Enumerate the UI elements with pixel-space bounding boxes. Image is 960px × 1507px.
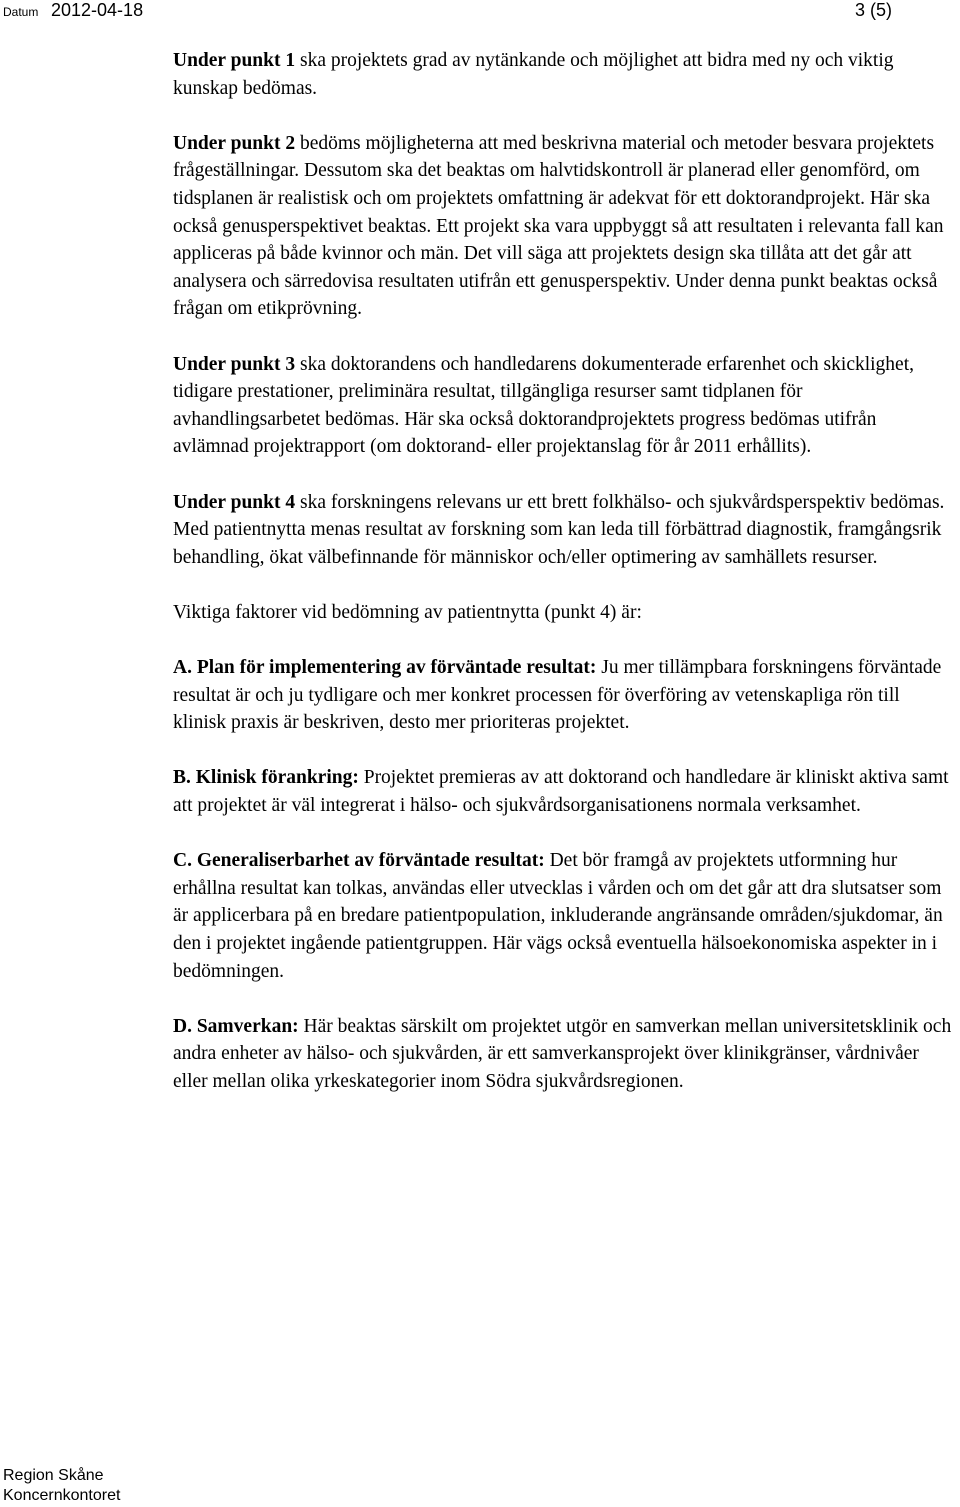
paragraph-punkt-2 xyxy=(173,130,953,323)
paragraph-punkt-4 xyxy=(173,489,953,572)
paragraph-heading: Under punkt 1 xyxy=(173,50,296,71)
paragraph-factor-d xyxy=(173,1013,953,1096)
paragraph-heading: C. Generaliserbarhet av förväntade resultat: xyxy=(173,850,545,872)
paragraph-text: Ju mer tillämpbara forskningens förväntade resultat är och ju tydligare och mer konkret processen för överföring av vetenskapliga rön till klinisk praxis är beskriven, desto mer prioriteras projektet. xyxy=(173,657,942,734)
paragraph-text: Viktiga faktorer vid bedömning av patientnytta (punkt 4) är: xyxy=(173,601,642,623)
document-date: 2012-04-18 xyxy=(51,0,144,20)
paragraph-heading: A. Plan för implementering av förväntade resultat: xyxy=(173,657,597,679)
paragraph-factor-b xyxy=(173,764,953,819)
department-name: Koncernkontoret xyxy=(3,1487,121,1504)
paragraph-factor-a xyxy=(173,654,953,737)
page-footer xyxy=(3,1466,120,1506)
paragraph-heading: B. Klinisk förankring: xyxy=(173,767,359,789)
paragraph-text: bedöms möjligheterna att med beskrivna material och metoder besvara projektets frågeställningar. Dessutom ska det beaktas om halvtidskontroll är planerad eller genomförd, om tidsplanen är realistisk och om projektets omfattning är adekvat för ett doktorandprojekt. Här ska också genusperspektivet beaktas. Ett projekt ska vara uppbyggt så att resultaten i relevanta fall kan appliceras på både kvinnor och män. Det vill säga att projektets design ska tillåta att det går att analysera och särredovisa resultaten utifrån ett genusperspektiv. Under denna punkt beaktas också frågan om etikprövning. xyxy=(173,132,944,320)
paragraph-text: Projektet premieras av att doktorand och handledare är kliniskt aktiva samt att projektet är väl integrerat i hälso- och sjukvårdsorganisationens normala verksamhet. xyxy=(173,767,949,817)
page-number: 3 (5) xyxy=(854,0,892,20)
organization-name: Region Skåne xyxy=(3,1467,104,1484)
paragraph-factors-intro xyxy=(173,599,953,627)
paragraph-punkt-3 xyxy=(173,351,953,461)
paragraph-heading: Under punkt 2 xyxy=(173,132,296,154)
paragraph-text: Det bör framgå av projektets utformning hur erhållna resultat kan tolkas, användas eller utvecklas i vården och om det går att dra slutsatser som är applicerbara på en bredare patientpopulation, inkluderande angränsande områden/sjukdomar, än den i projektet ingående patientgruppen. Här vägs också eventuella hälsoekonomiska aspekter in i bedömningen. xyxy=(173,850,943,982)
paragraph-text: ska doktorandens och handledarens dokumenterade erfarenhet och skicklighet, tidigare prestationer, preliminära resultat, tillgängliga resurser samt tidplanen för avhandlingsarbetet bedömas. Här ska också doktorandprojektets progress bedömas utifrån avlämnad projektrapport (om doktorand- eller projektanslag för år 2011 erhållits). xyxy=(173,353,915,458)
paragraph-punkt-1 xyxy=(173,47,953,102)
page-header xyxy=(0,0,960,24)
paragraph-heading: Under punkt 3 xyxy=(173,353,296,375)
paragraph-text: ska projektets grad av nytänkande och möjlighet att bidra med ny och viktig kunskap bedömas. xyxy=(173,50,894,99)
document-body xyxy=(173,47,953,1123)
paragraph-heading: D. Samverkan: xyxy=(173,1015,299,1037)
paragraph-heading: Under punkt 4 xyxy=(173,491,296,513)
paragraph-factor-c xyxy=(173,847,953,985)
paragraph-text: ska forskningens relevans ur ett brett folkhälso- och sjukvårdsperspektiv bedömas. Med patientnytta menas resultat av forskning som kan leda till förbättrad diagnostik, framgångsrik behandling, ökat välbefinnande för människor och/eller optimering av samhällets resurser. xyxy=(173,491,945,568)
paragraph-text: Här beaktas särskilt om projektet utgör en samverkan mellan universitetsklinik och andra enheter av hälso- och sjukvården, är ett samverkansprojekt över klinikgränser, vårdnivåer eller mellan olika yrkeskategorier inom Södra sjukvårdsregionen. xyxy=(173,1015,952,1092)
date-label: Datum xyxy=(3,5,39,19)
